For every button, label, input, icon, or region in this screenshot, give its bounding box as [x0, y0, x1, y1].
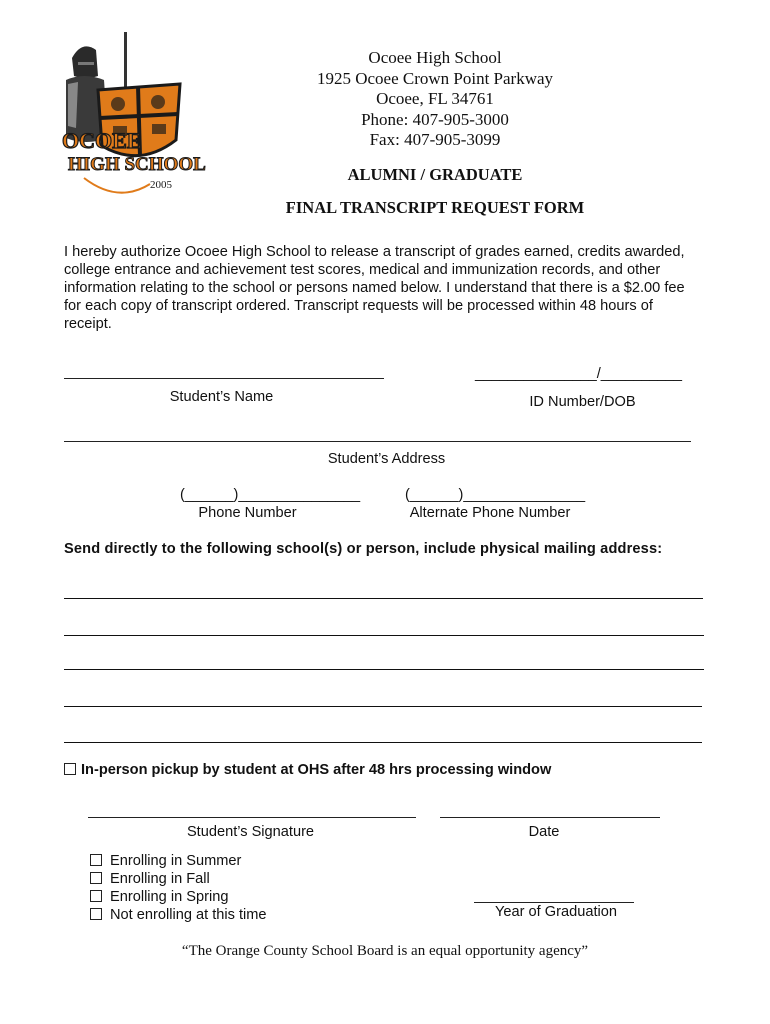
option-label: Not enrolling at this time — [110, 907, 267, 923]
mailing-address-line-2[interactable] — [64, 635, 704, 636]
mailing-address-line-3[interactable] — [64, 669, 704, 670]
student-name-label: Student’s Name — [169, 389, 274, 405]
checkbox[interactable] — [90, 872, 102, 884]
option-label: Enrolling in Spring — [110, 889, 229, 905]
student-address-label: Student’s Address — [327, 451, 446, 467]
logo-text-ocoee: OCOEE — [62, 128, 142, 153]
school-fax: Fax: 407-905-3099 — [369, 130, 501, 149]
phone-number-label: Phone Number — [198, 505, 297, 521]
enrollment-option-spring[interactable] — [90, 888, 267, 906]
id-dob-line[interactable]: _______________/__________ — [475, 366, 682, 382]
signature-label: Student’s Signature — [186, 824, 315, 840]
mailing-address-line-1[interactable] — [64, 598, 703, 599]
authorization-text: I hereby authorize Ocoee High School to release a transcript of grades earned, credits awarded, college entrance and achievement test scores, medical and immunization records, and other information relating to the school or persons named below. I understand that there is a $2.00 fee for each copy of transcript ordered. Transcript requests will be processed within 48 hours of receipt. — [64, 244, 685, 332]
mailing-address-line-5[interactable] — [64, 742, 702, 743]
send-instruction: Send directly to the following school(s) or person, include physical mailing address: — [64, 541, 663, 557]
date-label: Date — [528, 824, 560, 840]
checkbox[interactable] — [90, 890, 102, 902]
checkbox[interactable] — [90, 908, 102, 920]
title-transcript-request: FINAL TRANSCRIPT REQUEST FORM — [285, 198, 585, 217]
mailing-address-line-4[interactable] — [64, 706, 702, 707]
footer-statement: “The Orange County School Board is an equal opportunity agency” — [181, 943, 589, 959]
enrollment-option-fall[interactable] — [90, 870, 267, 888]
school-phone: Phone: 407-905-3000 — [361, 109, 509, 129]
logo-text-high-school: HIGH SCHOOL — [68, 154, 206, 175]
alt-phone-label: Alternate Phone Number — [409, 505, 571, 521]
option-label: Enrolling in Fall — [110, 871, 210, 887]
pickup-option[interactable] — [64, 762, 551, 778]
pickup-checkbox[interactable] — [64, 763, 76, 775]
graduation-year-label: Year of Graduation — [495, 904, 617, 920]
signature-line[interactable] — [88, 817, 416, 818]
title-alumni-graduate: ALUMNI / GRADUATE — [347, 165, 523, 184]
phone-line[interactable]: (______)_______________ — [180, 487, 361, 503]
option-label: Enrolling in Summer — [110, 853, 242, 869]
enrollment-option-not-enrolling[interactable] — [90, 906, 267, 924]
school-logo — [58, 28, 206, 206]
logo-year: 2005 — [150, 179, 172, 191]
student-name-line[interactable] — [64, 378, 384, 379]
school-name: Ocoee High School — [368, 48, 502, 67]
id-dob-label: ID Number/DOB — [529, 394, 636, 410]
school-city: Ocoee, FL 34761 — [376, 89, 494, 108]
checkbox[interactable] — [90, 854, 102, 866]
school-street: 1925 Ocoee Crown Point Parkway — [316, 68, 554, 88]
address-line[interactable] — [64, 441, 691, 442]
alt-phone-line[interactable]: (______)_______________ — [405, 487, 586, 503]
enrollment-option-summer[interactable] — [90, 852, 267, 870]
graduation-year-line[interactable] — [474, 902, 634, 903]
date-line[interactable] — [440, 817, 660, 818]
enrollment-options — [90, 852, 267, 924]
pickup-option-label: In-person pickup by student at OHS after 48 hrs processing window — [81, 762, 552, 778]
